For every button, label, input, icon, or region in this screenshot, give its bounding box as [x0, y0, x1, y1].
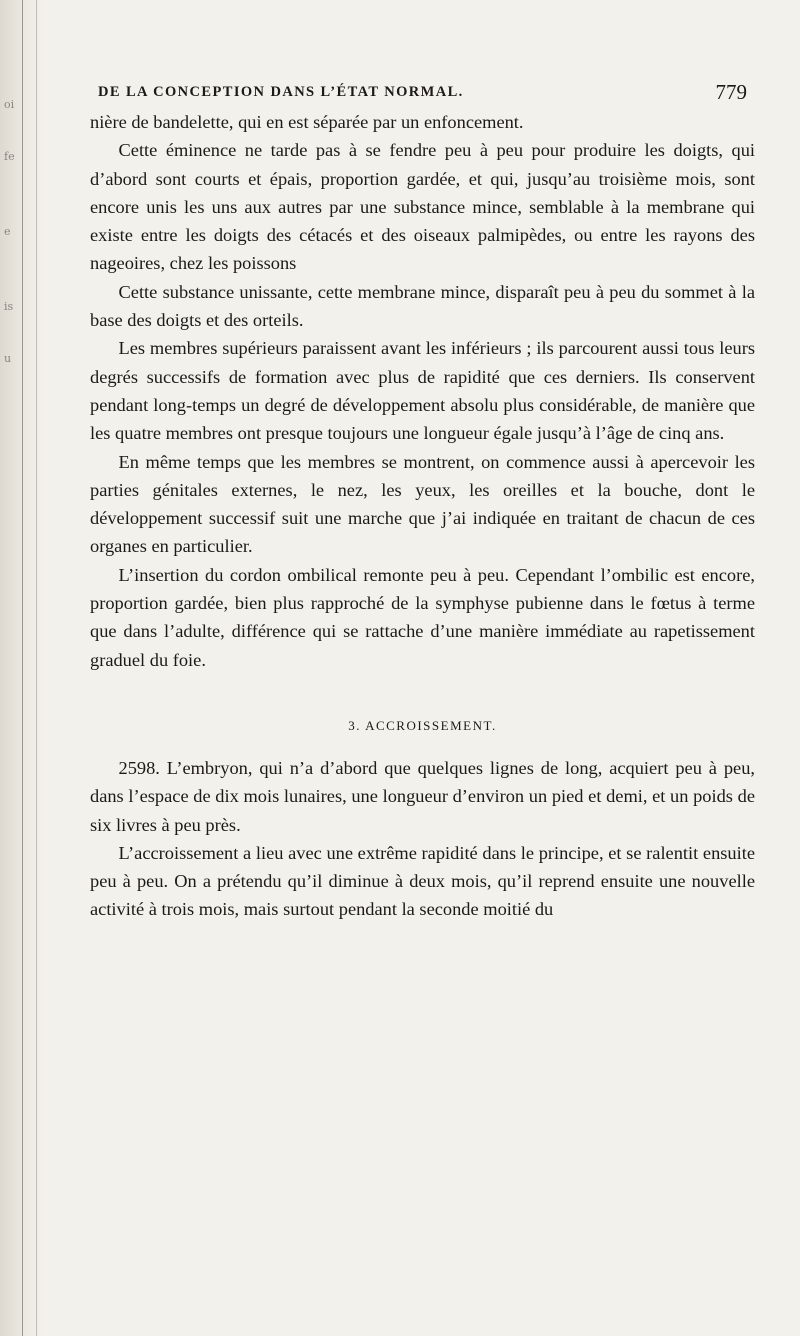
paragraph: 2598. L’embryon, qui n’a d’abord que quelques lignes de long, acquiert peu à peu, dans l’espace de dix mois lunaires, une longueur d’environ un pied et demi, et un poids de six livres à peu près. [90, 757, 755, 835]
facing-page-bleed-mark: oi [4, 98, 15, 111]
binding-fold-line [22, 0, 23, 1336]
book-binding-edge [0, 0, 44, 1336]
paragraph: Les membres supérieurs paraissent avant les inférieurs ; ils parcourent aussi tous leurs degrés successifs de formation avec plus de rapidité que ces derniers. Ils conservent pendant long-temps un degré de développement absolu plus considérable, de manière que les quatre membres ont presque toujours une longueur égale jusqu’à l’âge de cinq ans. [90, 338, 755, 444]
section-body-text [90, 754, 755, 924]
paragraph: L’accroissement a lieu avec une extrême rapidité dans le principe, et se ralentit ensuite peu à peu. On a prétendu qu’il diminue à deux mois, qu’il reprend ensuite une nouvelle activité à trois mois, mais surtout pendant la seconde moitié du [90, 842, 755, 920]
facing-page-bleed-mark: fe [4, 150, 15, 163]
binding-fold-line [36, 0, 37, 1336]
facing-page-bleed-mark: is [4, 300, 14, 313]
section-heading: 3. ACCROISSEMENT. [348, 717, 497, 733]
facing-page-bleed-mark: e [4, 225, 11, 238]
body-text [90, 108, 755, 674]
running-head [90, 80, 755, 108]
book-page [90, 80, 755, 924]
paragraph: nière de bandelette, qui en est séparée par un enfoncement. [90, 112, 524, 132]
paragraph: En même temps que les membres se montrent, on commence aussi à apercevoir les parties génitales externes, le nez, les yeux, les oreilles et la bouche, dont le développement successif suit une marche que j’ai indiquée en traitant de chacun de ces organes en particulier. [90, 451, 755, 557]
facing-page-bleed-mark: u [4, 352, 12, 365]
paragraph: Cette substance unissante, cette membrane mince, disparaît peu à peu du sommet à la base des doigts et des orteils. [90, 281, 755, 331]
running-head-title: DE LA CONCEPTION DANS L’ÉTAT NORMAL. [98, 84, 464, 100]
page-number: 779 [715, 80, 747, 104]
paragraph: Cette éminence ne tarde pas à se fendre peu à peu pour produire les doigts, qui d’abord sont courts et épais, proportion gardée, et qui, jusqu’au troisième mois, sont encore unis les uns aux autres par une substance mince, semblable à la membrane qui existe entre les doigts des cétacés et des oiseaux palmipèdes, ou entre les rayons des nageoires, chez les poissons [90, 140, 755, 274]
paragraph: L’insertion du cordon ombilical remonte peu à peu. Cependant l’ombilic est encore, proportion gardée, bien plus rapproché de la symphyse pubienne dans le fœtus à terme que dans l’adulte, différence qui se rattache d’une manière immédiate au rapetissement graduel du foie. [90, 564, 755, 670]
